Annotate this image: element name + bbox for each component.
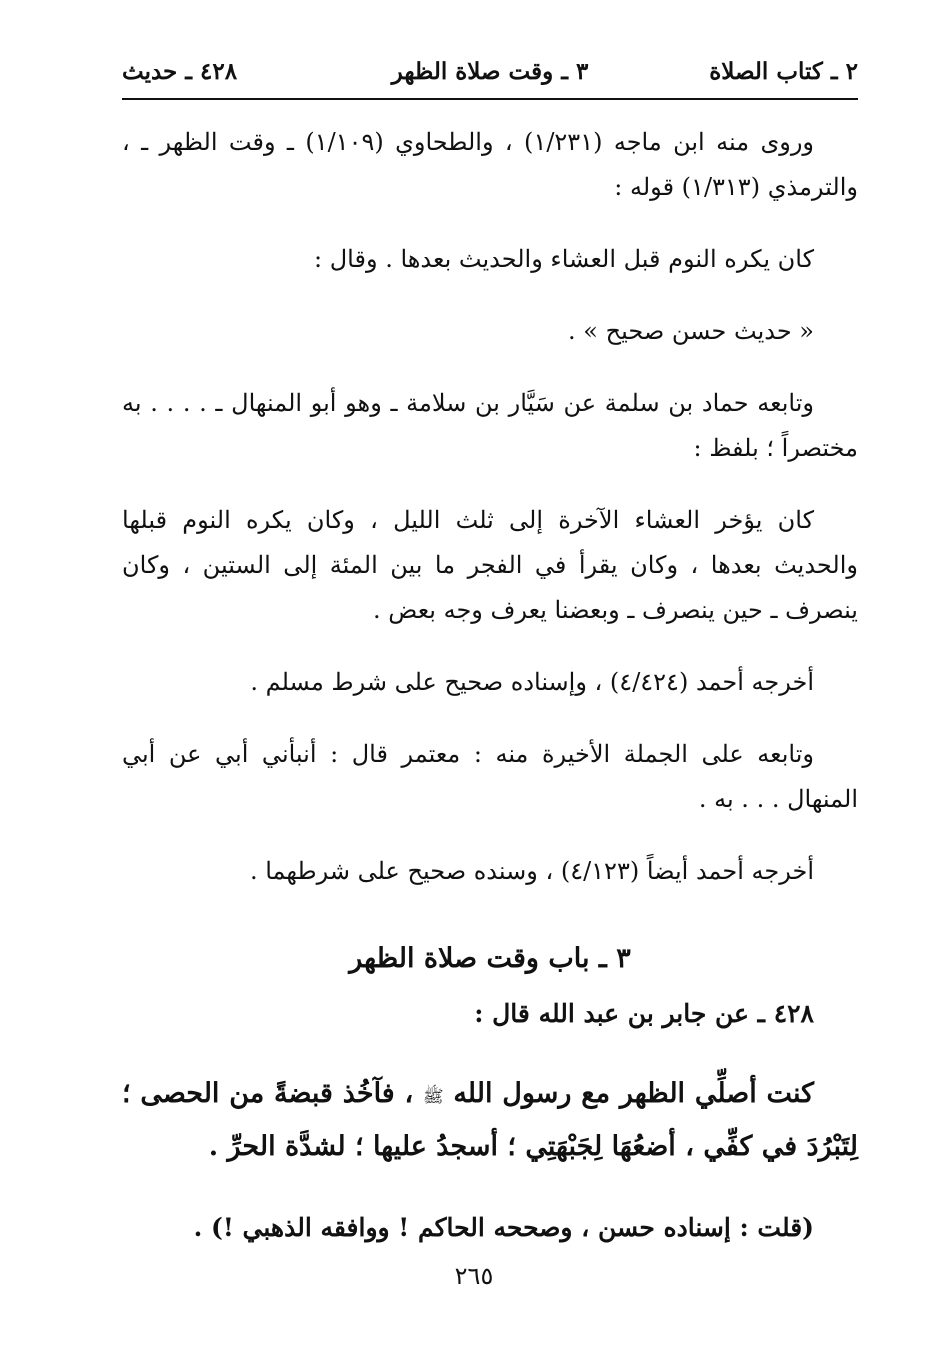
- page-number: ٢٦٥: [454, 1262, 494, 1290]
- paragraph-ahmad-reference: أخرجه أحمد (٤/٤٢٤) ، وإسناده صحيح على شرط مسلم .: [250, 668, 814, 696]
- hadith-text: [122, 1069, 858, 1172]
- paragraph-quote: كان يكره النوم قبل العشاء والحديث بعدها . وقال :: [314, 245, 814, 273]
- header-hadith-number: ٤٢٨ ـ حديث: [122, 58, 238, 85]
- paragraph-hadith-wording: كان يؤخر العشاء الآخرة إلى ثلث الليل ، وكان يكره النوم قبلها والحديث بعدها ، وكان يقرأ في الفجر ما بين المئة إلى الستين ، وكان ينصرف ـ حين ينصرف ـ وبعضنا يعرف وجه بعض .: [122, 506, 858, 624]
- running-header: [122, 58, 858, 100]
- header-chapter-title: ٣ ـ وقت صلاة الظهر: [391, 58, 589, 85]
- paragraph-grading: « حديث حسن صحيح » .: [568, 317, 814, 345]
- hadith-text-part-a: كنت أصلِّي الظهر مع رسول الله: [453, 1078, 814, 1109]
- paragraph-ahmad-second-reference: أخرجه أحمد أيضاً (٤/١٢٣) ، وسنده صحيح على شرطهما .: [249, 857, 814, 885]
- hadith-text-part-b: ، فآخُذ قبضةً من الحصى ؛ لِتَبْرُدَ في كفِّي ، أضعُهَا لِجَبْهَتِي ؛ أسجدُ عليها ؛ لشدَّة الحرِّ .: [122, 1078, 858, 1162]
- chapter-heading: ٣ ـ باب وقت صلاة الظهر: [349, 943, 631, 974]
- author-note: (قلت : إسناده حسن ، وصححه الحاكم ! ووافقه الذهبي !) .: [193, 1213, 814, 1242]
- salutation-glyph: ﷺ: [422, 1087, 444, 1107]
- paragraph-corroboration: وتابعه حماد بن سلمة عن سَيَّار بن سلامة ـ وهو أبو المنهال ـ . . . . به مختصراً ؛ بلفظ :: [122, 389, 858, 462]
- paragraph-references: وروى منه ابن ماجه (١/٢٣١) ، والطحاوي (١/١٠٩) ـ وقت الظهر ـ ، والترمذي (١/٣١٣) قوله :: [122, 128, 858, 201]
- page-body: [122, 120, 858, 1250]
- header-book-title: ٢ ـ كتاب الصلاة: [709, 58, 858, 85]
- hadith-intro: ٤٢٨ ـ عن جابر بن عبد الله قال :: [474, 999, 814, 1028]
- paragraph-second-corroboration: وتابعه على الجملة الأخيرة منه : معتمر قال : أنبأني أبي عن أبي المنهال . . . به .: [122, 740, 858, 813]
